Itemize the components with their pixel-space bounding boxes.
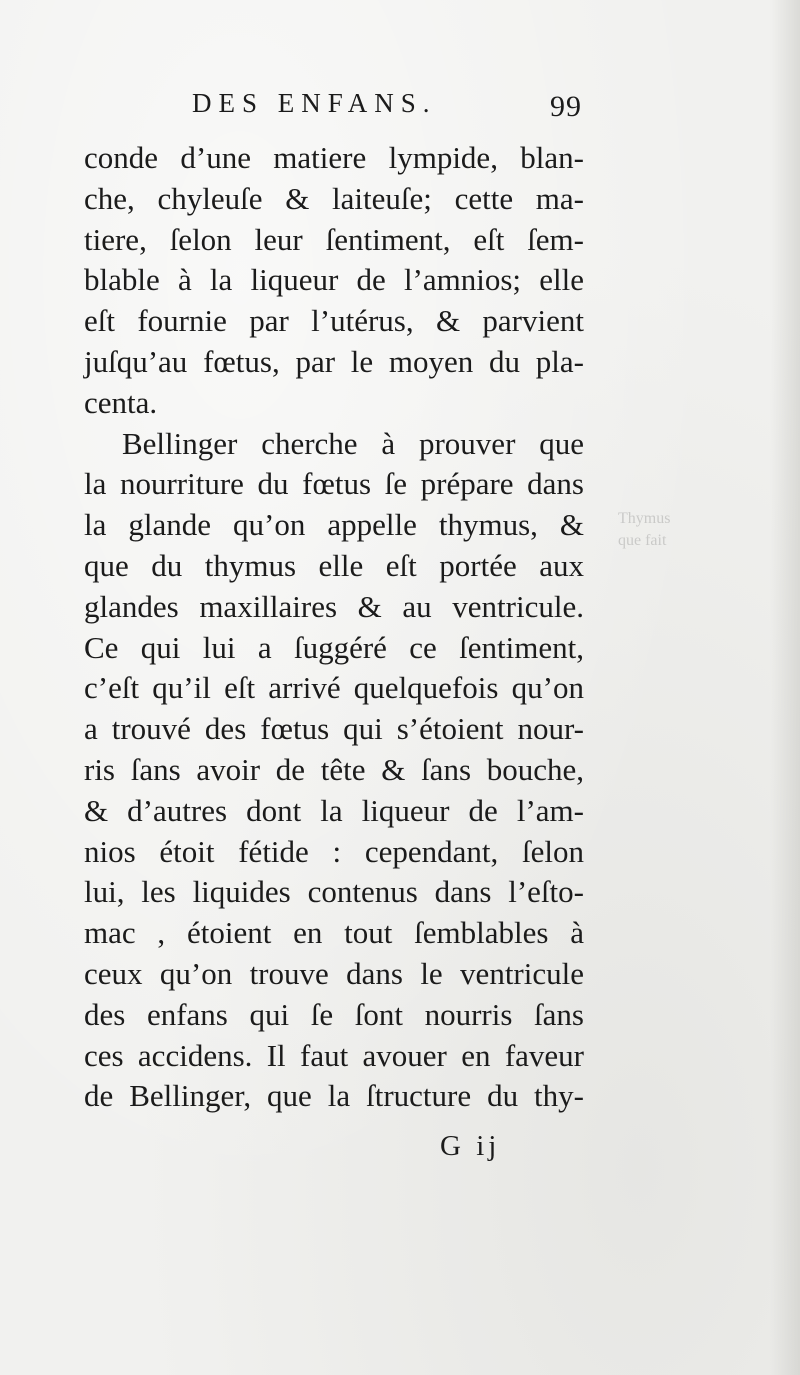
page-number: 99: [550, 90, 582, 123]
text-line: conde d’une matiere lympide, blan-: [84, 140, 584, 175]
text-line: ris ſans avoir de tête & ſans bouche,: [84, 751, 584, 787]
text-line: que du thymus elle eſt portée aux: [84, 547, 584, 583]
signature-mark: G ij: [440, 1130, 501, 1162]
running-head: DES ENFANS.: [192, 88, 437, 118]
page-edge-shadow: [770, 0, 800, 1375]
text-line: lui, les liquides contenus dans l’eſto-: [84, 874, 584, 910]
text-line: eſt fournie par l’utérus, & parvient: [84, 303, 584, 339]
text-line: blable à la liqueur de l’amnios; elle: [84, 262, 584, 298]
page-header: [192, 88, 582, 128]
text-line: juſqu’au fœtus, par le moyen du pla-: [84, 343, 584, 379]
paragraph-start-line: Bellinger cherche à prouver que: [122, 425, 584, 461]
body-text: [84, 138, 584, 1117]
text-line: la nourriture du fœtus ſe prépare dans: [84, 466, 584, 502]
text-line: glandes maxillaires & au ventricule.: [84, 588, 584, 624]
bleed-through-line: Thymus: [618, 510, 671, 527]
text-line: c’eſt qu’il eſt arrivé quelquefois qu’on: [84, 670, 584, 706]
bleed-through-text: [618, 508, 670, 552]
text-line: mac , étoient en tout ſemblables à: [84, 915, 584, 951]
bleed-through-line: que fait: [618, 532, 667, 549]
text-line: che, chyleuſe & laiteuſe; cette ma-: [84, 180, 584, 216]
text-line: tiere, ſelon leur ſentiment, eſt ſem-: [84, 221, 584, 257]
text-line: la glande qu’on appelle thymus, &: [84, 507, 584, 543]
text-line: centa.: [84, 384, 158, 420]
text-line: Ce qui lui a ſuggéré ce ſentiment,: [84, 629, 584, 665]
text-line: ces accidens. Il faut avouer en faveur: [84, 1037, 584, 1073]
text-line: de Bellinger, que la ſtructure du thy-: [84, 1078, 584, 1114]
text-line: & d’autres dont la liqueur de l’am-: [84, 792, 584, 828]
text-line: a trouvé des fœtus qui s’étoient nour-: [84, 711, 584, 747]
text-line: ceux qu’on trouve dans le ventricule: [84, 955, 584, 991]
text-line: des enfans qui ſe ſont nourris ſans: [84, 996, 584, 1032]
text-line: nios étoit fétide : cependant, ſelon: [84, 833, 584, 869]
